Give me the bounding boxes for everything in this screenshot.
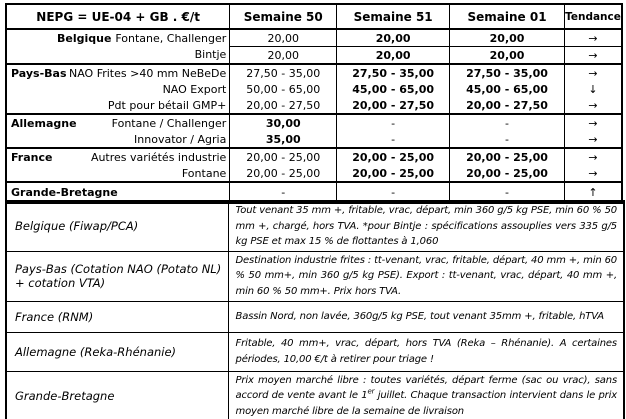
variety-label: NAO Frites >40 mm NeBeDe — [68, 66, 227, 80]
trend-arrow: → — [565, 64, 623, 81]
price-week50: 30,00 — [230, 114, 337, 131]
country-label: France — [11, 150, 53, 164]
col-header-week51: Semaine 51 — [337, 4, 450, 29]
trend-arrow: → — [588, 132, 598, 146]
price-table — [5, 3, 623, 204]
price-week01: - — [450, 131, 565, 148]
price-week51: - — [337, 131, 450, 148]
price-row-paysbas-frites — [6, 64, 622, 81]
note-text-part: Prix moyen marché libre : toutes variétés, départ ferme (sac ou vrac), sans accord de vente avant le 1 — [235, 374, 617, 402]
variety-label: Bintje — [194, 48, 227, 62]
price-week01: 20,00 - 25,00 — [450, 148, 565, 165]
price-row-belgique-fontane — [6, 29, 622, 47]
variety-label: Fontane / Challenger — [111, 116, 227, 130]
price-week01: - — [450, 182, 565, 203]
variety-label: NAO Export — [162, 82, 227, 96]
price-week50: 20,00 - 27,50 — [230, 97, 337, 114]
country-label: Allemagne — [11, 116, 77, 130]
note-label: Grande-Bretagne — [6, 371, 228, 419]
note-row-paysbas — [6, 251, 624, 301]
country-variety-cell — [6, 131, 230, 148]
note-row-allemagne — [6, 332, 624, 371]
country-variety-cell — [6, 148, 230, 165]
price-week50: 20,00 - 25,00 — [230, 148, 337, 165]
trend-arrow: ↓ — [588, 82, 598, 96]
price-row-belgique-bintje — [6, 47, 622, 65]
trend-arrow: → — [588, 166, 598, 180]
price-week01: 20,00 — [450, 29, 565, 47]
price-week51: 20,00 — [337, 29, 450, 47]
price-week51: 27,50 - 35,00 — [337, 64, 450, 81]
price-week50: 35,00 — [230, 131, 337, 148]
note-label: Allemagne (Reka-Rhénanie) — [6, 332, 228, 371]
country-variety-cell — [6, 114, 230, 131]
variety-label: Fontane, Challenger — [115, 31, 227, 45]
country-label: Grande-Bretagne — [11, 186, 118, 199]
price-week50: 20,00 — [230, 29, 337, 47]
price-week51: - — [337, 114, 450, 131]
note-text — [228, 371, 624, 419]
col-header-trend: Tendance — [565, 4, 623, 29]
note-row-france — [6, 301, 624, 332]
note-text: Fritable, 40 mm+, vrac, départ, hors TVA (Reka – Rhénanie). A certaines périodes, 10,00 €/t à retirer pour triage ! — [228, 332, 624, 371]
price-row-france-autres — [6, 148, 622, 165]
price-row-paysbas-betail — [6, 97, 622, 114]
note-label: France (RNM) — [6, 301, 228, 332]
price-week01: 20,00 — [450, 47, 565, 65]
country-label: Belgique — [57, 31, 112, 45]
col-header-week01: Semaine 01 — [450, 4, 565, 29]
note-text: Bassin Nord, non lavée, 360g/5 kg PSE, tout venant 35mm +, fritable, hTVA — [228, 301, 624, 332]
price-week01: - — [450, 114, 565, 131]
trend-arrow: → — [565, 29, 623, 47]
country-variety-cell — [6, 47, 230, 65]
price-week51: - — [337, 182, 450, 203]
price-row-allemagne-fontane — [6, 114, 622, 131]
header-row — [6, 4, 622, 29]
price-week50: 20,00 - 25,00 — [230, 165, 337, 182]
note-superscript: er — [367, 387, 375, 396]
note-row-grande-bretagne — [6, 371, 624, 419]
price-row-paysbas-export — [6, 81, 622, 97]
table-title: NEPG = UE-04 + GB . €/t — [6, 4, 230, 29]
price-week51: 20,00 - 25,00 — [337, 148, 450, 165]
variety-label: Autres variétés industrie — [90, 150, 227, 164]
price-week50: 50,00 - 65,00 — [230, 81, 337, 97]
price-week01: 27,50 - 35,00 — [450, 64, 565, 81]
price-week51: 45,00 - 65,00 — [337, 81, 450, 97]
price-row-allemagne-innovator — [6, 131, 622, 148]
trend-arrow: ↑ — [565, 182, 623, 203]
trend-arrow: → — [565, 148, 623, 165]
price-week51: 20,00 - 25,00 — [337, 165, 450, 182]
trend-arrow: → — [565, 114, 623, 131]
note-text: Destination industrie frites : tt-venant, vrac, fritable, départ, 40 mm +, min 60 % 50 mm+, min 360 g/5 kg PSE). Export : tt-venant, vrac, départ, 40 mm +, min 60 % 50 mm+. Prix hors TVA. — [228, 251, 624, 301]
country-variety-cell — [6, 81, 230, 97]
note-text: Tout venant 35 mm +, fritable, vrac, départ, min 360 g/5 kg PSE, min 60 % 50 mm +, chargé, hors TVA. *pour Bintje : spécifications assouplies vers 335 g/5 kg PSE et max 15 % de flottantes à 1,060 — [228, 201, 624, 251]
variety-label: Innovator / Agria — [134, 132, 227, 146]
note-label: Pays-Bas (Cotation NAO (Potato NL) + cotation VTA) — [6, 251, 228, 301]
col-header-week50: Semaine 50 — [230, 4, 337, 29]
variety-label: Pdt pour bétail GMP+ — [107, 98, 227, 112]
variety-label: Fontane — [181, 166, 227, 180]
note-row-belgique — [6, 201, 624, 251]
country-variety-cell — [6, 165, 230, 182]
country-variety-cell — [6, 64, 230, 81]
trend-arrow: → — [588, 48, 598, 62]
price-week01: 45,00 - 65,00 — [450, 81, 565, 97]
note-label: Belgique (Fiwap/PCA) — [6, 201, 228, 251]
price-week50: 27,50 - 35,00 — [230, 64, 337, 81]
trend-arrow: → — [588, 98, 598, 112]
price-row-france-fontane — [6, 165, 622, 182]
country-label: Pays-Bas — [11, 66, 67, 80]
price-week01: 20,00 - 27,50 — [450, 97, 565, 114]
price-week01: 20,00 - 25,00 — [450, 165, 565, 182]
price-week50: - — [230, 182, 337, 203]
price-week51: 20,00 — [337, 47, 450, 65]
notes-table — [5, 200, 625, 419]
country-variety-cell — [6, 97, 230, 114]
price-week50: 20,00 — [230, 47, 337, 65]
price-week51: 20,00 - 27,50 — [337, 97, 450, 114]
country-variety-cell — [6, 29, 230, 47]
note-text-part: juillet. Chaque transaction intervient dans le prix moyen marché libre de la semaine de livraison — [235, 390, 617, 417]
